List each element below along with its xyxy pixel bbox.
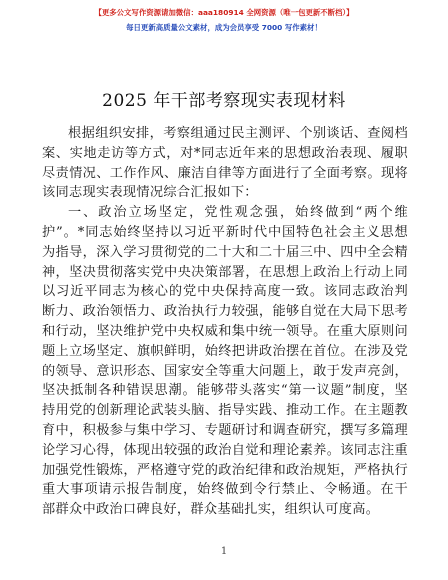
page-number: 1 (220, 546, 228, 557)
body-line: 育中，积极参与集中学习、专题研讨和调查研究，撰写多篇理 (42, 422, 408, 438)
body-line: 案、实地走访等方式，对*同志近年来的思想政治表现、履职 (42, 145, 408, 161)
promo-line-1: 【更多公文写作资源请加微信：aaa180914 全网资源（唯一包更新不断档）】 (94, 8, 354, 17)
document-title: 2025 年干部考察现实表现材料 (102, 91, 346, 111)
body-line: 神，坚决贯彻落实党中央决策部署，在思想上政治上行动上同 (42, 264, 408, 280)
body-line: 以习近平同志为核心的党中央保持高度一致。该同志政治判 (42, 284, 408, 300)
body-line: 和行动，坚决维护党中央权威和集中统一领导。在重大原则问 (42, 323, 408, 339)
body-line: 坚决抵制各种错误思潮。能够带头落实“第一议题”制度，坚 (42, 383, 408, 399)
body-line: 论学习心得，体现出较强的政治自觉和理论素养。该同志注重 (42, 442, 408, 458)
body-line: 重大事项请示报告制度，始终做到令行禁止、令畅通。在干 (42, 482, 408, 498)
body-line: 的领导、意识形态、国家安全等重大问题上，敢于发声亮剑， (42, 363, 408, 379)
promo-banner (0, 6, 448, 35)
body-line: 断力、政治领悟力、政治执行力较强，能够自觉在大局下思考 (42, 304, 408, 320)
body-line: 为指导，深入学习贯彻党的二十大和二十届三中、四中全会精 (42, 244, 408, 260)
body-line: 根据组织安排，考察组通过民主测评、个别谈话、查阅档 (68, 126, 408, 141)
document-body (42, 124, 408, 520)
body-line: 加强党性锻炼，严格遵守党的政治纪律和政治规矩，严格执行 (42, 462, 408, 478)
body-line: 持用党的创新理论武装头脑、指导实践、推动工作。在主题教 (42, 403, 408, 419)
body-line: 一、政治立场坚定，党性观念强，始终做到“两个维 (68, 205, 408, 221)
body-line: 尽责情况、工作作风、廉洁自律等方面进行了全面考察。现将 (42, 165, 408, 181)
body-line: 部群众中政治口碑良好，群众基础扎实，组织认可度高。 (42, 502, 380, 518)
promo-line-2: 每日更新高质量公文素材，成为会员享受 7000 写作素材！ (126, 23, 322, 32)
body-line: 护”。*同志始终坚持以习近平新时代中国特色社会主义思想 (42, 224, 408, 240)
body-line: 题上立场坚定、旗帜鲜明，始终把讲政治摆在首位。在涉及党 (42, 343, 408, 359)
body-line: 该同志现实表现情况综合汇报如下： (42, 185, 258, 201)
